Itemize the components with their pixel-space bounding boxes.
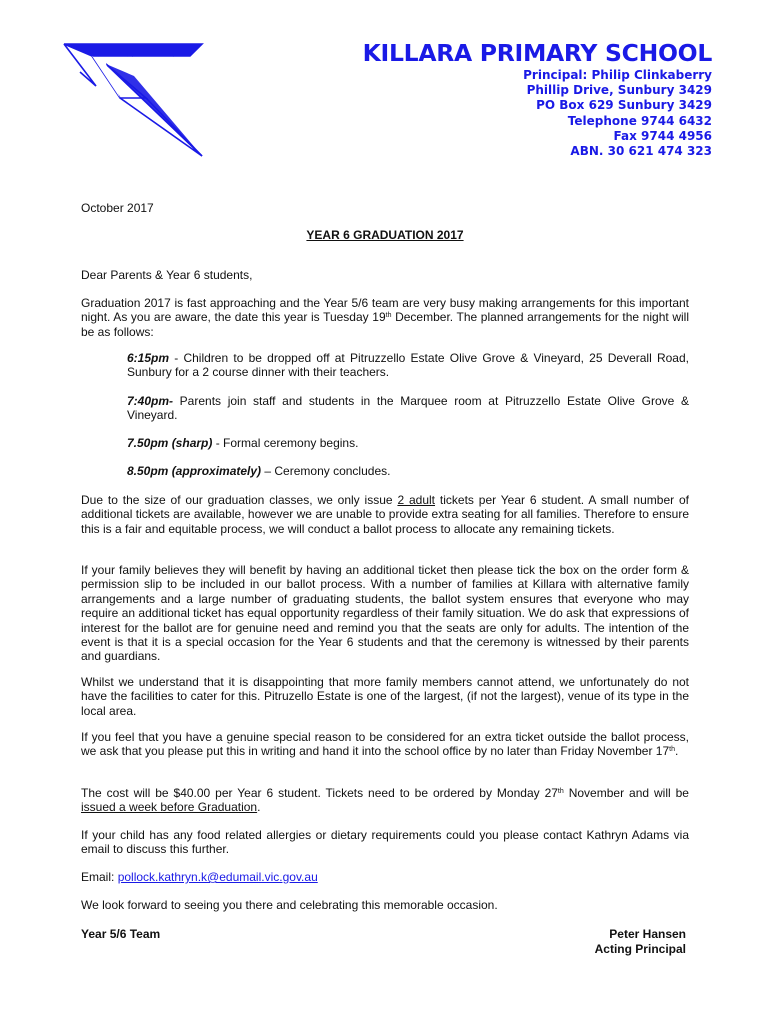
special-reason-paragraph: If you feel that you have a genuine special reason to be considered for an extra ticket outside the ballot process, we ask that you please put this in writing and hand it into the school office by no later than Friday November 17th.: [81, 730, 689, 759]
signature-name: Peter Hansen: [609, 927, 686, 941]
letterhead: [363, 38, 712, 159]
telephone: Telephone 9744 6432: [567, 113, 712, 128]
signature-team: Year 5/6 Team: [81, 927, 161, 941]
tickets-paragraph: Due to the size of our graduation classes, we only issue 2 adult tickets per Year 6 student. A small number of additional tickets are available, however we are unable to provide extra seating for all families. Therefore to ensure this is a fair and equitable process, we will conduct a ballot process to allocate any remaining tickets.: [81, 493, 690, 536]
ballot-paragraph: If your family believes they will benefit by having an additional ticket then please tick the box on the order form & permission slip to be included in our ballot process. With a number of families at Killara with alternative family arrangements and a large number of graduating students, the ballot system ensures that everyone who may require an additional ticket has equal opportunity regardless of their family situation. We do ask that expressions of interest for the ballot are for genuine need and remind you that the seats are only for adults. The intention of the event is that it is a special occasion for the Year 6 students and that the ceremony is witnessed by their parents and guardians.: [81, 563, 689, 664]
venue-paragraph: Whilst we understand that it is disappointing that more family members cannot attend, we unfortunately do not have the facilities to cater for this. Pitruzello Estate is one of the largest, (if not the largest), venue of its type in the local area.: [81, 675, 689, 718]
schedule-item: 7:40pm- Parents join staff and students in the Marquee room at Pitruzzello Estate Olive Grove & Vineyard.: [127, 394, 689, 423]
schedule-time: 8.50pm (approximately): [127, 464, 262, 478]
allergies-paragraph: If your child has any food related allergies or dietary requirements could you please contact Kathryn Adams via email to discuss this further.: [81, 828, 689, 857]
email-line: Email: pollock.kathryn.k@edumail.vic.gov.au: [81, 870, 318, 884]
schedule-item: 7.50pm (sharp) - Formal ceremony begins.: [127, 436, 359, 450]
email-link[interactable]: pollock.kathryn.k@edumail.vic.gov.au: [117, 870, 318, 884]
letter-subject: YEAR 6 GRADUATION 2017: [306, 228, 464, 242]
schedule-item: 6:15pm - Children to be dropped off at Pitruzzello Estate Olive Grove & Vineyard, 25 Deverall Road, Sunbury for a 2 course dinner with their teachers.: [127, 351, 689, 380]
salutation: Dear Parents & Year 6 students,: [81, 268, 253, 282]
principal: Principal: Philip Clinkaberry: [523, 68, 712, 82]
signature-principal: [595, 927, 686, 956]
schedule-time: 7.50pm (sharp): [127, 436, 213, 450]
schedule-item: 8.50pm (approximately) – Ceremony concludes.: [127, 464, 391, 478]
bird-logo-icon: [62, 42, 204, 158]
schedule-time: 7:40pm-: [127, 394, 174, 408]
schedule-time: 6:15pm: [127, 351, 170, 365]
abn: ABN. 30 621 474 323: [570, 144, 712, 159]
po-box: PO Box 629 Sunbury 3429: [536, 98, 712, 113]
fax: Fax 9744 4956: [613, 128, 712, 143]
contact-details: [363, 68, 712, 159]
address: Phillip Drive, Sunbury 3429: [526, 83, 712, 98]
letter-date: October 2017: [81, 201, 154, 215]
school-name: KILLARA PRIMARY SCHOOL: [362, 39, 712, 67]
intro-paragraph: Graduation 2017 is fast approaching and the Year 5/6 team are very busy making arrangements for this important night. As you are aware, the date this year is Tuesday 19th December. The planned arrangements for the night will be as follows:: [81, 296, 690, 339]
closing-line: We look forward to seeing you there and celebrating this memorable occasion.: [81, 898, 498, 912]
signature-title: Acting Principal: [594, 941, 686, 956]
cost-paragraph: The cost will be $40.00 per Year 6 student. Tickets need to be ordered by Monday 27th November and will be issued a week before Graduation.: [81, 786, 689, 815]
